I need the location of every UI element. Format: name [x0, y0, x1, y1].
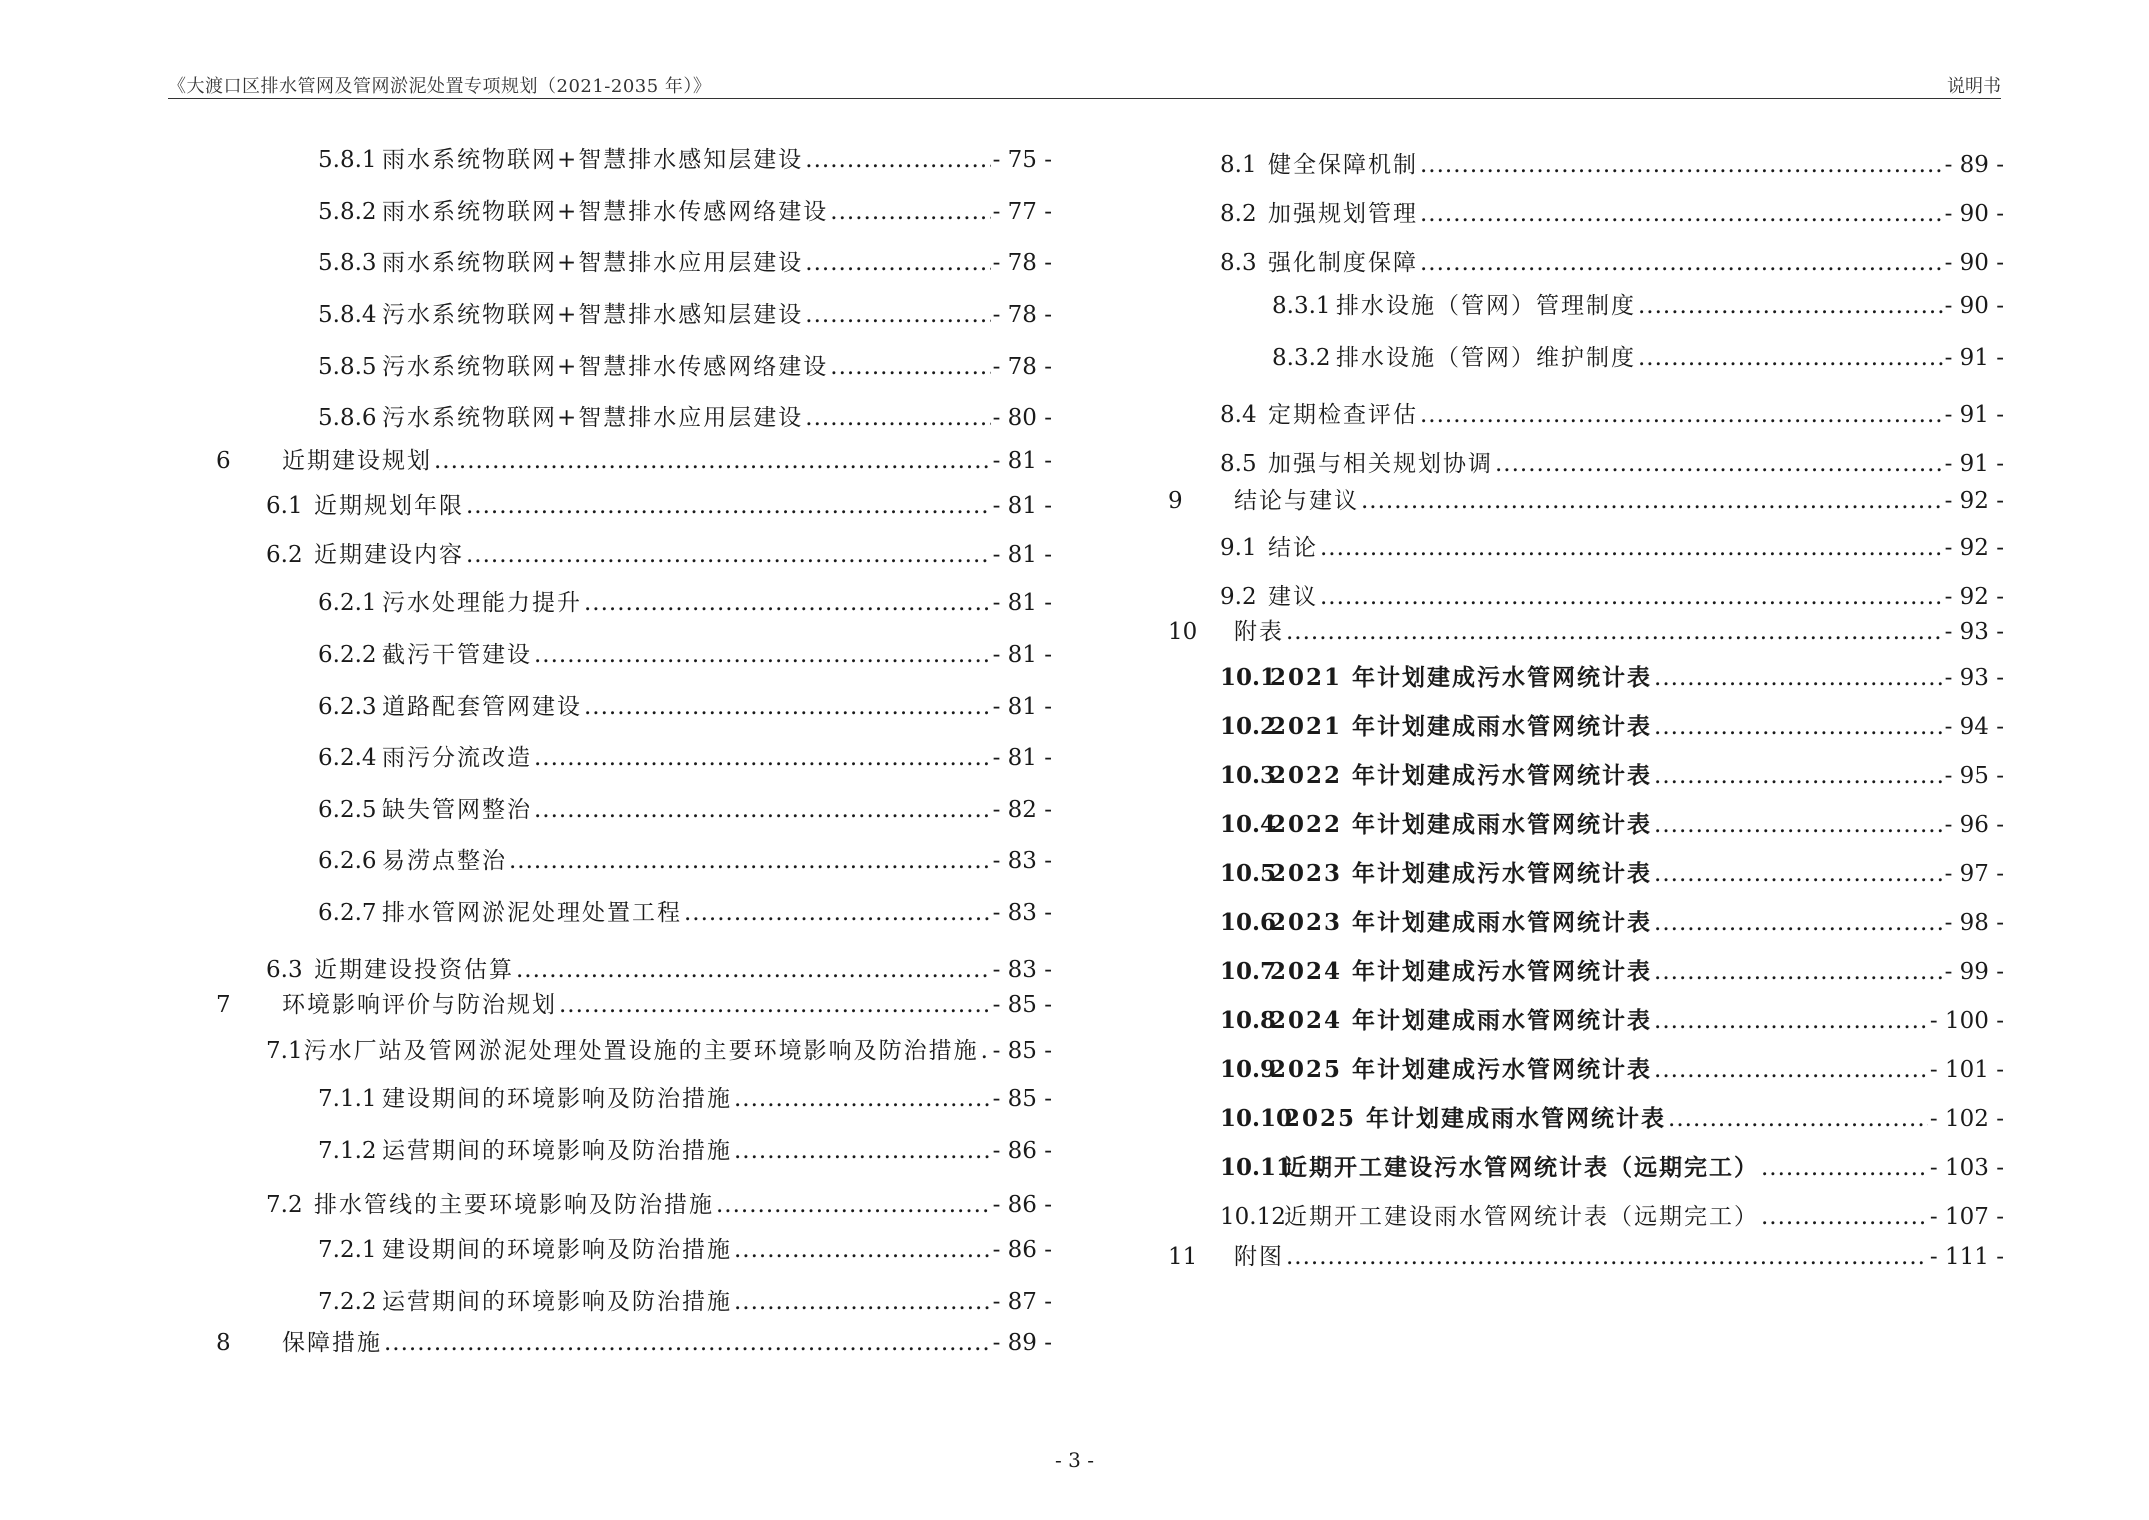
dot-leader	[805, 248, 990, 278]
toc-entry-number: 6.2.1	[318, 590, 377, 616]
toc-entry-page: - 91 -	[1944, 345, 2004, 371]
toc-entry-number: 10.10	[1220, 1105, 1293, 1132]
dot-leader	[805, 403, 990, 433]
toc-entry-page: - 82 -	[992, 797, 1052, 823]
toc-entry-page: - 78 -	[992, 302, 1052, 328]
toc-entry-title: 排水设施（管网）维护制度	[1336, 345, 1636, 371]
toc-entry[interactable]	[1220, 1006, 2004, 1036]
toc-entry-number: 10.2	[1220, 713, 1277, 740]
toc-entry-title: 运营期间的环境影响及防治措施	[382, 1289, 732, 1315]
toc-entry-page: - 83 -	[992, 900, 1052, 926]
dot-leader	[1320, 533, 1943, 563]
toc-entry-title: 附表	[1234, 619, 1284, 645]
toc-entry-title: 保障措施	[282, 1330, 382, 1356]
dot-leader	[805, 300, 990, 330]
toc-entry[interactable]	[1168, 617, 2004, 647]
toc-entry[interactable]	[318, 846, 1052, 876]
toc-entry-page: - 89 -	[992, 1330, 1052, 1356]
toc-entry[interactable]	[1220, 1153, 2004, 1183]
toc-entry-number: 10.6	[1220, 909, 1277, 936]
toc-entry-title: 近期建设规划	[282, 448, 432, 474]
toc-entry[interactable]	[1220, 1055, 2004, 1085]
toc-entry[interactable]	[1220, 150, 2004, 180]
toc-entry-number: 8.1	[1220, 152, 1257, 178]
toc-entry-page: - 78 -	[992, 354, 1052, 380]
dot-leader	[1320, 582, 1943, 612]
toc-entry[interactable]	[318, 743, 1052, 773]
toc-entry-page: - 86 -	[992, 1138, 1052, 1164]
toc-entry-number: 5.8.6	[318, 405, 377, 431]
toc-entry-number: 6.2.6	[318, 848, 377, 874]
toc-entry[interactable]	[318, 640, 1052, 670]
toc-entry-page: - 111 -	[1929, 1244, 2004, 1270]
toc-entry-page: - 75 -	[992, 147, 1052, 173]
toc-entry-page: - 93 -	[1944, 665, 2004, 691]
toc-entry[interactable]	[318, 300, 1052, 330]
toc-entry-title: 定期检查评估	[1268, 402, 1418, 428]
toc-entry-page: - 89 -	[1944, 152, 2004, 178]
toc-entry[interactable]	[1272, 343, 2004, 373]
toc-entry-page: - 81 -	[992, 745, 1052, 771]
running-header	[168, 72, 2001, 99]
toc-entry-title: 排水管线的主要环境影响及防治措施	[314, 1192, 714, 1218]
toc-entry[interactable]	[266, 1190, 1052, 1220]
toc-entry-number: 7.2.2	[318, 1289, 377, 1315]
dot-leader	[534, 743, 991, 773]
toc-entry[interactable]	[1220, 533, 2004, 563]
toc-entry-page: - 100 -	[1929, 1008, 2004, 1034]
toc-entry-title: 道路配套管网建设	[382, 694, 582, 720]
toc-entry-number: 5.8.3	[318, 250, 377, 276]
dot-leader	[1286, 1242, 1928, 1272]
toc-entry-number: 7.1.1	[318, 1086, 377, 1112]
toc-entry[interactable]	[1220, 908, 2004, 938]
toc-entry-number: 10.11	[1220, 1154, 1293, 1181]
toc-entry-title: 污水系统物联网+智慧排水应用层建设	[382, 405, 804, 431]
dot-leader	[466, 491, 991, 521]
dot-leader	[1420, 150, 1943, 180]
toc-entry-number: 6	[216, 448, 231, 474]
toc-entry[interactable]	[216, 990, 1052, 1020]
dot-leader	[534, 640, 991, 670]
toc-entry[interactable]	[266, 1036, 1052, 1066]
dot-leader	[384, 1328, 991, 1358]
toc-entry[interactable]	[318, 1136, 1052, 1166]
dot-leader	[534, 795, 991, 825]
dot-leader	[1361, 486, 1943, 516]
toc-entry-title: 近期规划年限	[314, 493, 464, 519]
toc-entry-page: - 86 -	[992, 1192, 1052, 1218]
toc-entry-number: 10.7	[1220, 958, 1277, 985]
toc-entry-title: 2025 年计划建成污水管网统计表	[1270, 1056, 1653, 1083]
toc-entry-title: 2024 年计划建成雨水管网统计表	[1270, 1007, 1653, 1034]
toc-entry-number: 5.8.5	[318, 354, 377, 380]
toc-entry-title: 2023 年计划建成污水管网统计表	[1270, 860, 1653, 887]
toc-entry-title: 2023 年计划建成雨水管网统计表	[1270, 909, 1653, 936]
toc-entry[interactable]	[1220, 248, 2004, 278]
toc-entry-page: - 94 -	[1944, 714, 2004, 740]
dot-leader	[734, 1084, 991, 1114]
dot-leader	[1654, 810, 1943, 840]
toc-entry-title: 建设期间的环境影响及防治措施	[382, 1237, 732, 1263]
toc-entry[interactable]	[266, 491, 1052, 521]
toc-entry-title: 2025 年计划建成雨水管网统计表	[1284, 1105, 1667, 1132]
toc-entry-number: 8.5	[1220, 451, 1257, 477]
toc-entry-title: 建设期间的环境影响及防治措施	[382, 1086, 732, 1112]
toc-entry[interactable]	[1272, 291, 2004, 321]
toc-entry-page: - 90 -	[1944, 293, 2004, 319]
dot-leader	[1668, 1104, 1928, 1134]
dot-leader	[584, 692, 991, 722]
toc-entry[interactable]	[318, 795, 1052, 825]
toc-entry-page: - 86 -	[992, 1237, 1052, 1263]
toc-entry-page: - 90 -	[1944, 201, 2004, 227]
toc-entry-title: 截污干管建设	[382, 642, 532, 668]
toc-entry[interactable]	[1220, 761, 2004, 791]
toc-entry-page: - 78 -	[992, 250, 1052, 276]
toc-entry-number: 7.2	[266, 1192, 303, 1218]
dot-leader	[1638, 291, 1943, 321]
toc-entry-page: - 81 -	[992, 694, 1052, 720]
toc-entry[interactable]	[1168, 486, 2004, 516]
toc-entry[interactable]	[266, 540, 1052, 570]
dot-leader	[981, 1036, 991, 1066]
toc-entry-number: 9.1	[1220, 535, 1257, 561]
toc-entry[interactable]	[318, 197, 1052, 227]
dot-leader	[1654, 908, 1943, 938]
toc-entry-title: 排水管网淤泥处理处置工程	[382, 900, 682, 926]
header-section-label: 说明书	[1947, 76, 2001, 97]
toc-entry-title: 污水系统物联网+智慧排水传感网络建设	[382, 354, 829, 380]
dot-leader	[830, 197, 990, 227]
toc-entry-number: 8.3.1	[1272, 293, 1331, 319]
dot-leader	[734, 1235, 991, 1265]
toc-entry-title: 近期建设投资估算	[314, 957, 514, 983]
header-document-title: 《大渡口区排水管网及管网淤泥处置专项规划（2021-2035 年）》	[168, 76, 712, 97]
dot-leader	[1654, 1055, 1928, 1085]
toc-entry[interactable]	[1220, 810, 2004, 840]
toc-entry-title: 建议	[1268, 584, 1318, 610]
toc-entry[interactable]	[318, 898, 1052, 928]
toc-entry-number: 8	[216, 1330, 231, 1356]
toc-entry-number: 6.2.5	[318, 797, 377, 823]
toc-entry-page: - 81 -	[992, 493, 1052, 519]
dot-leader	[734, 1287, 991, 1317]
dot-leader	[1495, 449, 1943, 479]
toc-entry-title: 近期开工建设污水管网统计表（远期完工）	[1284, 1154, 1759, 1181]
dot-leader	[734, 1136, 991, 1166]
toc-entry[interactable]	[216, 1328, 1052, 1358]
toc-entry-page: - 91 -	[1944, 451, 2004, 477]
toc-entry-page: - 81 -	[992, 590, 1052, 616]
toc-entry-number: 6.2.2	[318, 642, 377, 668]
toc-entry[interactable]	[1220, 859, 2004, 889]
toc-entry-title: 加强规划管理	[1268, 201, 1418, 227]
toc-entry-page: - 101 -	[1929, 1057, 2004, 1083]
toc-entry-number: 8.3.2	[1272, 345, 1331, 371]
dot-leader	[1420, 199, 1943, 229]
toc-entry-page: - 91 -	[1944, 402, 2004, 428]
dot-leader	[716, 1190, 991, 1220]
dot-leader	[1654, 859, 1943, 889]
dot-leader	[559, 990, 991, 1020]
toc-entry-page: - 81 -	[992, 448, 1052, 474]
toc-entry[interactable]	[1220, 199, 2004, 229]
toc-entry[interactable]	[318, 145, 1052, 175]
dot-leader	[1654, 1006, 1928, 1036]
toc-entry-title: 健全保障机制	[1268, 152, 1418, 178]
toc-entry-page: - 95 -	[1944, 763, 2004, 789]
toc-entry-page: - 81 -	[992, 642, 1052, 668]
toc-entry-page: - 85 -	[992, 1086, 1052, 1112]
toc-entry-page: - 98 -	[1944, 910, 2004, 936]
toc-entry-number: 6.2.3	[318, 694, 377, 720]
toc-entry-title: 污水处理能力提升	[382, 590, 582, 616]
toc-entry-number: 10.8	[1220, 1007, 1277, 1034]
toc-entry[interactable]	[1220, 1202, 2004, 1232]
toc-entry-number: 8.4	[1220, 402, 1257, 428]
toc-entry-title: 雨水系统物联网+智慧排水应用层建设	[382, 250, 804, 276]
toc-entry[interactable]	[318, 1235, 1052, 1265]
toc-entry-page: - 97 -	[1944, 861, 2004, 887]
toc-entry-number: 9	[1168, 488, 1183, 514]
toc-entry-title: 雨水系统物联网+智慧排水感知层建设	[382, 147, 804, 173]
toc-entry-page: - 90 -	[1944, 250, 2004, 276]
toc-entry-number: 7.2.1	[318, 1237, 377, 1263]
toc-entry-number: 7.1	[266, 1038, 303, 1064]
toc-entry-page: - 85 -	[992, 1038, 1052, 1064]
toc-entry-number: 5.8.2	[318, 199, 377, 225]
dot-leader	[805, 145, 990, 175]
toc-entry-page: - 80 -	[992, 405, 1052, 431]
toc-entry[interactable]	[318, 1287, 1052, 1317]
dot-leader	[684, 898, 991, 928]
toc-entry-number: 10.9	[1220, 1056, 1277, 1083]
dot-leader	[1286, 617, 1943, 647]
toc-entry-number: 6.3	[266, 957, 303, 983]
toc-entry-title: 强化制度保障	[1268, 250, 1418, 276]
toc-entry-number: 8.3	[1220, 250, 1257, 276]
toc-entry-title: 排水设施（管网）管理制度	[1336, 293, 1636, 319]
toc-entry[interactable]	[1220, 400, 2004, 430]
toc-entry[interactable]	[1220, 1104, 2004, 1134]
dot-leader	[1638, 343, 1943, 373]
toc-entry[interactable]	[1220, 957, 2004, 987]
dot-leader	[434, 446, 991, 476]
dot-leader	[1654, 957, 1943, 987]
dot-leader	[1654, 712, 1943, 742]
toc-entry-number: 7	[216, 992, 231, 1018]
toc-entry-number: 5.8.1	[318, 147, 377, 173]
dot-leader	[584, 588, 991, 618]
toc-entry-page: - 92 -	[1944, 535, 2004, 561]
dot-leader	[516, 955, 991, 985]
toc-entry-number: 10.1	[1220, 664, 1277, 691]
toc-entry[interactable]	[318, 692, 1052, 722]
toc-entry-page: - 103 -	[1929, 1155, 2004, 1181]
toc-entry-title: 污水系统物联网+智慧排水感知层建设	[382, 302, 804, 328]
toc-entry[interactable]	[266, 955, 1052, 985]
toc-entry-number: 10	[1168, 619, 1198, 645]
toc-entry-number: 11	[1168, 1244, 1198, 1270]
toc-entry-page: - 93 -	[1944, 619, 2004, 645]
toc-entry-title: 近期开工建设雨水管网统计表（远期完工）	[1284, 1204, 1759, 1230]
toc-entry-title: 结论与建议	[1234, 488, 1359, 514]
toc-entry-number: 6.1	[266, 493, 303, 519]
toc-entry-title: 近期建设内容	[314, 542, 464, 568]
toc-entry-title: 2021 年计划建成污水管网统计表	[1270, 664, 1653, 691]
toc-entry-number: 6.2.7	[318, 900, 377, 926]
toc-entry[interactable]	[216, 446, 1052, 476]
toc-entry-page: - 85 -	[992, 992, 1052, 1018]
toc-entry[interactable]	[318, 588, 1052, 618]
dot-leader	[830, 352, 990, 382]
toc-entry[interactable]	[1220, 712, 2004, 742]
toc-entry-number: 9.2	[1220, 584, 1257, 610]
dot-leader	[1420, 248, 1943, 278]
toc-entry-page: - 87 -	[992, 1289, 1052, 1315]
toc-entry-number: 10.12	[1220, 1204, 1286, 1230]
toc-entry-title: 污水厂站及管网淤泥处理处置设施的主要环境影响及防治措施	[303, 1038, 979, 1064]
toc-entry-page: - 81 -	[992, 542, 1052, 568]
dot-leader	[1761, 1202, 1928, 1232]
dot-leader	[1654, 663, 1943, 693]
toc-entry-number: 10.4	[1220, 811, 1277, 838]
toc-entry-page: - 83 -	[992, 957, 1052, 983]
toc-entry[interactable]	[318, 1084, 1052, 1114]
toc-entry[interactable]	[1220, 449, 2004, 479]
toc-entry-number: 10.5	[1220, 860, 1277, 887]
toc-entry-page: - 107 -	[1929, 1204, 2004, 1230]
toc-entry[interactable]	[1220, 582, 2004, 612]
toc-entry[interactable]	[318, 403, 1052, 433]
toc-entry-title: 2021 年计划建成雨水管网统计表	[1270, 713, 1653, 740]
toc-entry-number: 6.2	[266, 542, 303, 568]
toc-entry-title: 运营期间的环境影响及防治措施	[382, 1138, 732, 1164]
dot-leader	[1654, 761, 1943, 791]
dot-leader	[466, 540, 991, 570]
toc-entry-title: 2022 年计划建成雨水管网统计表	[1270, 811, 1653, 838]
toc-entry-title: 附图	[1234, 1244, 1284, 1270]
toc-entry-page: - 83 -	[992, 848, 1052, 874]
toc-entry-number: 6.2.4	[318, 745, 377, 771]
toc-entry-page: - 99 -	[1944, 959, 2004, 985]
toc-entry-title: 2024 年计划建成污水管网统计表	[1270, 958, 1653, 985]
toc-entry-title: 易涝点整治	[382, 848, 507, 874]
toc-entry-number: 7.1.2	[318, 1138, 377, 1164]
toc-entry-number: 5.8.4	[318, 302, 377, 328]
toc-entry-title: 加强与相关规划协调	[1268, 451, 1493, 477]
toc-entry-title: 结论	[1268, 535, 1318, 561]
toc-entry-title: 雨水系统物联网+智慧排水传感网络建设	[382, 199, 829, 225]
toc-entry-title: 2022 年计划建成污水管网统计表	[1270, 762, 1653, 789]
dot-leader	[1761, 1153, 1928, 1183]
page-number-footer: - 3 -	[1055, 1448, 1094, 1472]
dot-leader	[1420, 400, 1943, 430]
toc-entry-title: 雨污分流改造	[382, 745, 532, 771]
toc-entry-page: - 92 -	[1944, 488, 2004, 514]
toc-entry[interactable]	[318, 248, 1052, 278]
toc-entry-page: - 96 -	[1944, 812, 2004, 838]
dot-leader	[509, 846, 991, 876]
toc-entry-number: 8.2	[1220, 201, 1257, 227]
toc-entry-page: - 92 -	[1944, 584, 2004, 610]
toc-entry-page: - 77 -	[992, 199, 1052, 225]
toc-entry[interactable]	[1220, 663, 2004, 693]
toc-entry[interactable]	[1168, 1242, 2004, 1272]
toc-entry-title: 缺失管网整治	[382, 797, 532, 823]
toc-entry-page: - 102 -	[1929, 1106, 2004, 1132]
toc-entry-title: 环境影响评价与防治规划	[282, 992, 557, 1018]
toc-entry[interactable]	[318, 352, 1052, 382]
toc-entry-number: 10.3	[1220, 762, 1277, 789]
